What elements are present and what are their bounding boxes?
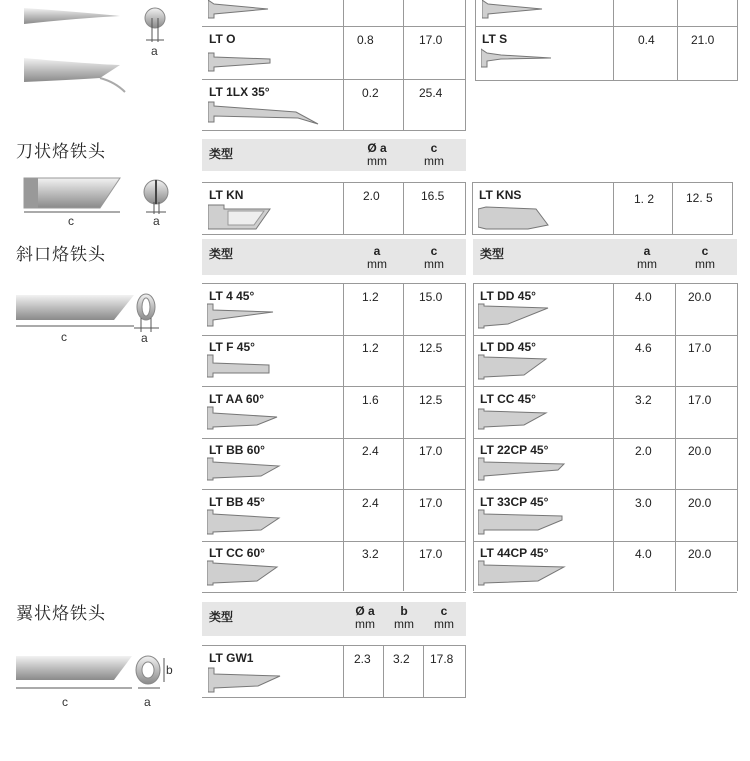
tip-name: LT CC 60°: [209, 546, 265, 560]
tip-icon: [207, 456, 307, 484]
header-c: c: [430, 141, 438, 155]
section-title-wedge: 翼状烙铁头: [16, 604, 106, 624]
tip-icon: [207, 405, 307, 433]
table-header-knife: [202, 139, 466, 171]
tip-name: LT 22CP 45°: [480, 443, 549, 458]
tip-icon-top-partial: [208, 0, 288, 22]
value-c: 25.4: [419, 86, 443, 100]
table-row: [202, 80, 466, 130]
tip-icon: [207, 353, 307, 381]
header-unit: mm: [355, 617, 375, 631]
table-row: [473, 541, 737, 593]
tip-name: LT 33CP 45°: [480, 494, 549, 509]
value-c: 17.8: [430, 652, 454, 666]
tip-name: LT KNS: [479, 188, 522, 202]
bevel-tip-diagram: [14, 290, 184, 340]
header-dia-a: Ø a: [355, 604, 375, 618]
label-c-bevel: c: [61, 330, 67, 344]
table-row: [475, 27, 738, 80]
header-a: a: [643, 244, 651, 258]
header-unit: mm: [424, 154, 444, 168]
tip-icon: [478, 405, 578, 433]
label-b-wedge: b: [166, 663, 173, 677]
header-type: 类型: [480, 247, 505, 261]
header-c: c: [440, 604, 448, 618]
value-a: 1.2: [362, 290, 379, 304]
tip-icon: [208, 51, 288, 75]
header-unit: mm: [434, 617, 454, 631]
header-type: 类型: [209, 247, 234, 261]
value-c: 17.0: [688, 341, 712, 356]
value-c: 12. 5: [686, 191, 713, 205]
tip-name: LT O: [209, 32, 236, 46]
value-c: 20.0: [688, 495, 712, 510]
value-a: 3.2: [635, 392, 652, 407]
value-c: 20.0: [688, 444, 712, 459]
value-a: 0.4: [638, 33, 655, 47]
value-c: 12.5: [419, 392, 443, 407]
label-c-wedge: c: [62, 695, 68, 709]
section-title-bevel: 斜口烙铁头: [16, 245, 106, 265]
tip-name: LT BB 60°: [209, 443, 265, 458]
value-c: 17.0: [419, 444, 443, 459]
value-a: 1.2: [362, 341, 379, 356]
label-a-bevel: a: [141, 331, 148, 345]
tip-name: LT CC 45°: [480, 391, 536, 406]
table-row: [473, 387, 737, 439]
value-b: 3.2: [393, 652, 410, 666]
table-row: [202, 541, 466, 593]
value-a: 4.6: [635, 341, 652, 356]
tip-name: LT DD 45°: [480, 289, 536, 303]
value-a: 2.3: [354, 652, 371, 666]
header-b: b: [400, 604, 408, 618]
tip-icon: [207, 508, 307, 536]
section-title-knife: 刀状烙铁头: [16, 142, 106, 162]
value-c: 16.5: [421, 189, 445, 203]
value-a: 0.8: [357, 33, 374, 47]
value-c: 20.0: [688, 547, 712, 561]
table-row: [202, 438, 466, 490]
value-a: 4.0: [635, 547, 652, 561]
tip-name: LT BB 45°: [209, 494, 265, 509]
header-unit: mm: [424, 257, 444, 271]
header-type: 类型: [209, 610, 234, 624]
value-a: 3.0: [635, 495, 652, 510]
value-c: 20.0: [688, 290, 712, 304]
tip-name: LT S: [482, 32, 508, 46]
tip-icon: [481, 47, 561, 69]
value-a: 2.0: [363, 189, 380, 203]
tip-name: LT DD 45°: [480, 340, 536, 355]
value-a: 0.2: [362, 86, 379, 100]
tip-icon: [478, 456, 578, 484]
tip-icon-top-partial-right: [482, 0, 562, 22]
value-c: 17.0: [419, 33, 443, 47]
label-c-knife: c: [68, 214, 74, 228]
table-row: [472, 183, 733, 234]
table-header-bevel-right: [473, 239, 737, 275]
tip-icon: [478, 203, 558, 233]
tip-name: LT KN: [209, 188, 244, 202]
tip-name: LT AA 60°: [209, 391, 265, 406]
value-c: 17.0: [419, 495, 443, 510]
tip-name: LT F 45°: [209, 340, 255, 355]
value-a: 2.4: [362, 444, 379, 459]
value-a: 2.4: [362, 495, 379, 510]
tip-icon: [208, 666, 288, 696]
value-c: 17.0: [688, 392, 712, 407]
label-a-top: a: [151, 44, 158, 58]
tip-icon: [207, 302, 307, 330]
value-a: 1. 2: [634, 192, 655, 206]
table-row: [202, 646, 466, 697]
table-row: [202, 335, 466, 387]
table-row: [473, 438, 737, 490]
tip-icon: [207, 559, 307, 587]
tip-icon: [478, 559, 578, 587]
header-c: c: [701, 244, 709, 258]
value-c: 12.5: [419, 341, 443, 356]
tip-name: LT GW1: [209, 651, 254, 665]
tip-name: LT 1LX 35°: [209, 85, 270, 99]
header-dia-a: Ø a: [367, 141, 387, 155]
value-a: 4.0: [635, 290, 652, 304]
label-a-knife: a: [153, 214, 160, 228]
tip-icon: [208, 203, 288, 233]
header-type: 类型: [209, 147, 234, 161]
table-row: [202, 284, 466, 336]
label-a-wedge: a: [144, 695, 151, 709]
header-unit: mm: [367, 257, 387, 271]
conical-tip-diagram: [20, 0, 190, 95]
value-c: 21.0: [691, 33, 715, 47]
header-unit: mm: [637, 257, 657, 271]
tip-icon: [478, 302, 578, 330]
tip-icon: [208, 100, 328, 126]
table-row: [473, 284, 737, 336]
table-row: [202, 27, 466, 79]
tip-name: LT 4 45°: [209, 289, 255, 303]
value-c: 17.0: [419, 547, 443, 561]
table-row: [473, 335, 737, 387]
table-row: [473, 490, 737, 542]
header-c: c: [430, 244, 438, 258]
table-row: [202, 387, 466, 439]
value-a: 2.0: [635, 444, 652, 459]
wedge-tip-diagram: [14, 648, 189, 698]
header-a: a: [373, 244, 381, 258]
table-row: [202, 183, 466, 234]
value-c: 15.0: [419, 290, 443, 304]
table-header-bevel-left: [202, 239, 466, 275]
table-row: [202, 490, 466, 542]
tip-name: LT 44CP 45°: [480, 546, 549, 560]
header-unit: mm: [367, 154, 387, 168]
knife-tip-diagram: [20, 172, 190, 227]
table-header-wedge: [202, 602, 466, 636]
value-a: 3.2: [362, 547, 379, 561]
header-unit: mm: [394, 617, 414, 631]
header-unit: mm: [695, 257, 715, 271]
value-a: 1.6: [362, 392, 379, 407]
tip-icon: [478, 353, 578, 381]
tip-icon: [478, 508, 578, 536]
